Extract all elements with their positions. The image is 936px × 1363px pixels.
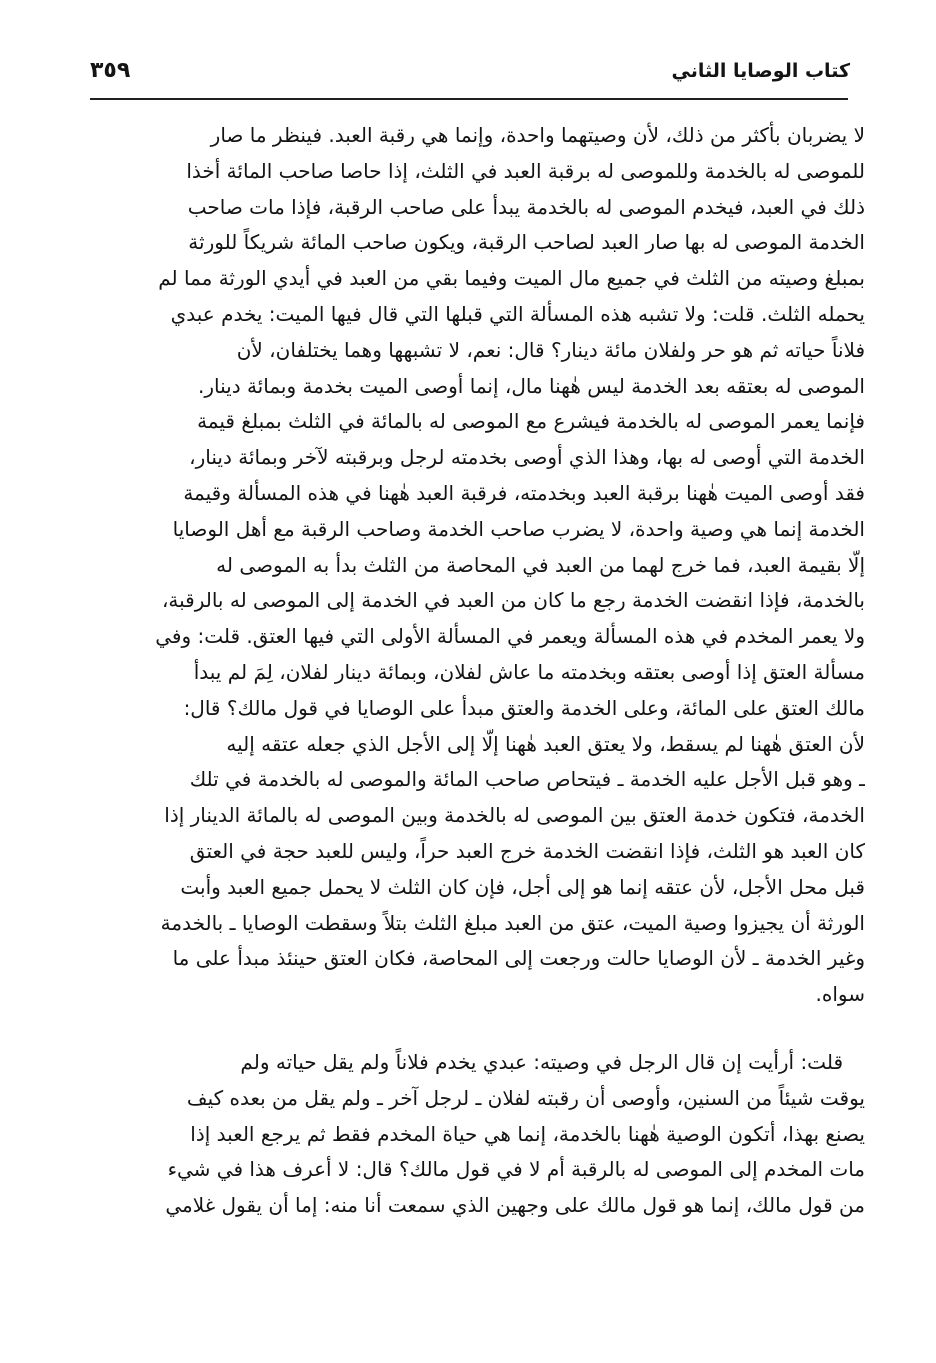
text-line: فإنما يعمر الموصى له بالخدمة فيشرع مع الموصى له بالمائة في الثلث بمبلغ قيمة	[197, 409, 865, 434]
text-line: مات المخدم إلى الموصى له بالرقبة أم لا في قول مالك؟ قال: لا أعرف هذا في شيء	[167, 1157, 865, 1182]
page-number: ٣٥٩	[90, 58, 131, 83]
text-line: قلت: أرأيت إن قال الرجل في وصيته: عبدي يخدم فلاناً ولم يقل حياته ولم	[240, 1049, 843, 1074]
running-title: كتاب الوصايا الثاني	[671, 60, 850, 82]
text-line: بمبلغ وصيته من الثلث في جميع مال الميت وفيما بقي من العبد في أيدي الورثة مما لم	[158, 266, 865, 291]
text-line: الورثة أن يجيزوا وصية الميت، عتق من العبد مبلغ الثلث بتلاً وسقطت الوصايا ـ بالخدمة	[160, 910, 865, 935]
text-line: قبل محل الأجل، لأن عتقه إنما هو إلى أجل، فإن كان الثلث لا يحمل جميع العبد وأبت	[180, 874, 865, 899]
text-line: فلاناً حياته ثم هو حر ولفلان مائة دينار؟ قال: نعم، لا تشبهها وهما يختلفان، لأن	[236, 337, 865, 362]
text-line: من قول مالك، إنما هو قول مالك على وجهين الذي سمعت أنا منه: إما أن يقول غلامي	[165, 1193, 865, 1218]
paragraph-1	[105, 118, 865, 1013]
text-line: سواه.	[815, 982, 865, 1007]
paragraph-2	[105, 1045, 865, 1224]
text-line: لأن العتق هٰهنا لم يسقط، ولا يعتق العبد هٰهنا إلّا إلى الأجل الذي جعله عتقه إليه	[226, 731, 865, 756]
text-line: يوقت شيئاً من السنين، وأوصى أن رقبته لفلان ـ لرجل آخر ـ ولم يقل من بعده كيف	[186, 1085, 865, 1110]
text-line: مالك العتق على المائة، وعلى الخدمة والعتق مبدأ على الوصايا في قول مالك؟ قال:	[183, 695, 865, 720]
text-line: الخدمة التي أوصى له بها، وهذا الذي أوصى بخدمته لرجل وبرقبته لآخر وبمائة دينار،	[189, 445, 865, 470]
text-line: الخدمة، فتكون خدمة العتق بين الموصى له بالخدمة وبين الموصى له بالمائة الدينار إذا	[164, 803, 865, 828]
text-line: كان العبد هو الثلث، فإذا انقضت الخدمة خرج العبد حراً، وليس للعبد حجة في العتق	[189, 838, 865, 863]
page-header	[90, 56, 850, 96]
text-line: يحمله الثلث. قلت: ولا تشبه هذه المسألة التي قبلها التي قال فيها الميت: يخدم عبدي	[170, 301, 865, 326]
body-text	[105, 118, 865, 1224]
text-line: وغير الخدمة ـ لأن الوصايا حالت ورجعت إلى المحاصة، فكان العتق حينئذ مبدأ على ما	[172, 946, 865, 971]
text-line: ـ وهو قبل الأجل عليه الخدمة ـ فيتحاص صاحب المائة والموصى له بالخدمة في تلك	[189, 767, 865, 792]
text-line: ولا يعمر المخدم في هذه المسألة ويعمر في المسألة الأولى التي فيها العتق. قلت: وفي	[155, 624, 865, 649]
text-line: للموصى له بالخدمة وللموصى له برقبة العبد في الثلث، إذا حاصا صاحب المائة أخذا	[186, 158, 865, 183]
text-line: فقد أوصى الميت هٰهنا برقبة العبد وبخدمته، فرقبة العبد هٰهنا في هذه المسألة وقيمة	[183, 480, 865, 505]
text-line: بالخدمة، فإذا انقضت الخدمة رجع ما كان من العبد في الخدمة إلى الموصى له بالرقبة،	[161, 588, 865, 613]
paragraph-gap	[105, 1013, 865, 1045]
text-line: إلّا بقيمة العبد، فما خرج لهما من العبد في المحاصة من الثلث بدأ به الموصى له	[216, 552, 865, 577]
text-line: الخدمة الموصى له بها صار العبد لصاحب الرقبة، ويكون صاحب المائة شريكاً للورثة	[188, 230, 865, 255]
text-line: ذلك في العبد، فيخدم الموصى له بالخدمة يبدأ على صاحب الرقبة، فإذا مات صاحب	[187, 194, 865, 219]
header-rule	[90, 98, 848, 100]
text-line: الموصى له بعتقه بعد الخدمة ليس هٰهنا مال، إنما أوصى الميت بخدمة وبمائة دينار.	[197, 373, 865, 398]
text-line: لا يضربان بأكثر من ذلك، لأن وصيتهما واحدة، وإنما هي رقبة العبد. فينظر ما صار	[210, 123, 865, 147]
text-line: يصنع بهذا، أتكون الوصية هٰهنا بالخدمة، إنما هي حياة المخدم فقط ثم يرجع العبد إذا	[190, 1121, 865, 1146]
text-line: الخدمة إنما هي وصية واحدة، لا يضرب صاحب الخدمة وصاحب الرقبة مع أهل الوصايا	[172, 516, 865, 541]
text-line: مسألة العتق إذا أوصى بعتقه وبخدمته ما عاش لفلان، وبمائة دينار لفلان، لِمَ لم يبدأ	[193, 659, 865, 684]
